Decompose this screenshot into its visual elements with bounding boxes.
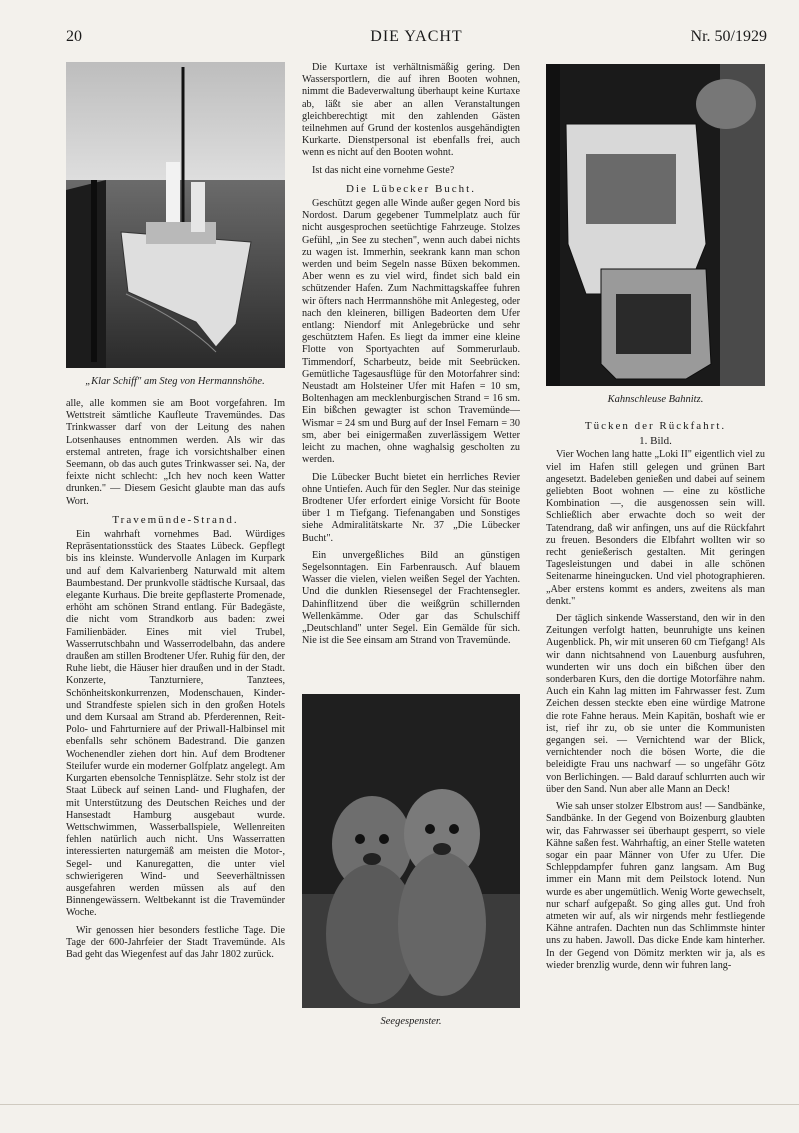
lock-photo-caption: Kahnschleuse Bahnitz. [607,394,704,405]
issue-number: Nr. 50/1929 [690,28,767,45]
col2-paragraph-2: Ist das nicht eine vornehme Geste? [312,164,455,176]
page-number: 20 [66,28,82,45]
boat-photo-caption: „Klar Schiff" am Steg von Hermannshöhe. [85,376,265,387]
col3-paragraph-3: Wie sah unser stolzer Elbstrom aus! — Sandbänke, Sandbänke. In der Gegend von Boizenburg glaubten wir, das Fahrwasser sei überhaupt gesperrt, so viele Kähne saßen fest. Wahrhaftig, an einer Stelle wateten sogar ein paar Männer von Ufer zu Ufer. Die Schleppdampfer fuhren ganz langsam. Am Bug immer ein Mann mit dem Peilstock lotend. Nun wurde es aber ungemütlich. Wenig Worte gewechselt, nur scharf aufgepaßt. So ging alles gut. Und froh atmeten wir auf, als wir nirgends mehr festliegende Kähne antrafen. Dachten nun das Schlimmste hinter uns zu haben. Jawoll. Das dicke Ende kam hinterher. In der Gegend von Dömitz merkten wir ja, als es wieder brenzlig wurde, denn wir fuhren lang- [546,801,765,971]
col3-paragraph-1: Vier Wochen lang hatte „Loki II" eigentlich viel zu viel im Hafen still gelegen und grünen Bart angesetzt. Badeleben genießen und dabei auf seinem geliebten Boot wohnen — eine zu köstliche Kombination —, die ausgenossen sein will. Schließlich aber erwachte doch so weit der Tatendrang, daß wir anfingen, uns auf die Rückfahrt zu freuen. Besonders die Elbfahrt wollten wir so recht genießerisch gestalten. Mit geringen Tagesleistungen und dabei in alle schönen Seitenarme hineingucken. Und viel photographieren. „Aber erstens kommt es anders, zweitens als man denkt." [546,449,765,607]
column-1 [66,398,285,1098]
col1-paragraph-3: Wir genossen hier besonders festliche Tage. Die Tage der 600-Jahrfeier der Stadt Travemünde. Als Bad geht das Wiegenfest auf das Jahr 1802 zurück. [66,924,285,960]
lock-illustration [546,64,765,386]
boat-photo [66,62,285,368]
dogs-photo-caption: Seegespenster. [380,1016,442,1027]
boat-illustration [66,62,285,368]
magazine-title: DIE YACHT [370,28,463,45]
col1-paragraph-1: alle, alle kommen sie am Boot vorgefahren. Im Wettstreit sämtliche Kaufleute Travemündes. Das Trinkwasser darf von der Leitung des nahen Lotsenhauses entnommen werden. Als wir das erstemal antreten, frage ich vorsichtshalber einen Seemann, ob das auch gutes Trinkwasser sei. Na, der feixte nicht schlecht: „Ich hev noch keen Watter drunken." — Diesem Gesicht glaubte man das aufs Wort. [66,398,285,507]
page-header [66,28,767,48]
col3-paragraph-2: Der täglich sinkende Wasserstand, den wir in den Zeitungen verfolgt hatten, beunruhigte uns keinen Augenblick. Ph, wir mit unseren 60 cm Tiefgang! Als wir dann nichtsahnend von Lauenburg ausfuhren, wunderten wir uns doch ein bißchen über den sonderbaren Kurs, den die dortige Motorfähre nahm. Auch ein Kahn lag mitten im Fahrwasser fest. Zum Zeichen dessen steckte eben eine würdige Matrone die rote Fahne heraus. Mein Kapitän, boshaft wie er ist, rief ihr zu, ob sie unter die Kommunisten gegangen sei. — Vernichtend war der Blick, vernichtender noch die bösen Worte, die die beleidigte Frau uns nachwarf — so ungefähr Götz von Berlichingen. — Bald darauf schlurrten auch wir über den Sand. Nun aber alle Mann an Deck! [546,613,765,795]
col2-paragraph-5: Ein unvergeßliches Bild an günstigen Segelsonntagen. Ein Farbenrausch. Auf blauem Wasser die vielen, vielen weißen Segel der Yachten. Und die dunklen Riesensegel der Frachtensegler. Dahinflitzend über die weißgrün schillernden Wellenkämme. Oder gar das Schulschiff „Deutschland" unter Segel. Ein Gemälde für sich. Nie ist die See einsam am Strand von Travemünde. [302,549,520,647]
col1-heading-travemuende-strand: Travemünde-Strand. [112,513,239,526]
col2-heading-luebecker-bucht: Die Lübecker Bucht. [346,182,476,195]
col1-paragraph-2: Ein wahrhaft vornehmes Bad. Würdiges Repräsentationsstück des Staates Lübeck. Gepflegt bis ins kleinste. Wundervolle Anlagen im Kurpark und auf dem Kalvarienberg Naturwald mit altem Baumbestand. Der prunkvolle städtische Kursaal, das elegante Kurhaus. Die breite gepflasterte Promenade, erhöht am schönen Strand entlang. Für Badegäste, die nicht vom Strandkorb aus baden: zwei Familienbäder. Eines mit viel Trubel, Wasserrutschbahn und Wasserrodelbahn, das andere draußen am stillen Brodtener Ufer. Ruhig für den, der Ruhe liebt, die Häuser hier draußen und in der Stadt. Konzerte, Tanzturniere, Tanztees, Schönheitskonkurrenzen, Modenschauen, Kinder- und Strandfeste spielen sich in den großen Hotels und dem Kursaal am Strand ab. Pferderennen, Reit-Polo- und Fahrturniere auf der Priwall-Halbinsel mit ebenfalls sehr schönem Badestrand. Die ganzen Wochenendler ziehen dort hin. Auf dem Brodtener Steilufer wurde ein moderner Golfplatz angelegt. Am Kurgarten ebensolche Tennisplätze. Sehr stolz ist der Staat Lübeck auf seinen Land- und Flughafen, der mit Unterstützung des Deutschen Reiches und der Hansestadt Hamburg ausgebaut wurde. Wettschwimmen, Wasserballspiele, Wellenreiten fehlen natürlich auch nicht. Uns Wasserratten interessierten naturgemäß am meisten die Motor-, Segel- und Kanuregatten, die unter viel schwierigeren Wind- und Seeverhältnissen ausgefahren werden müssen als auf den Binnengewässern. Weltbekannt ist die Travemünder Woche. [66,529,285,919]
col2-paragraph-1: Die Kurtaxe ist verhältnismäßig gering. Den Wassersportlern, die auf ihren Booten wohnen, nimmt die Badeverwaltung überhaupt keine Kurtaxe ab, läßt sie aber an allen Veranstaltungen gleichberechtigt mit den zahlenden Gästen teilnehmen auf Grund der kostenlos ausgehändigten Kurkarte. Dienstpersonal ist ebenfalls frei, auch wenn es nicht auf den Booten wohnt. [302,62,520,159]
column-3 [546,418,765,1098]
col2-paragraph-3: Geschützt gegen alle Winde außer gegen Nord bis Nordost. Darum gegebener Tummelplatz auch für nicht ausgesprochen seetüchtige Fahrzeuge. Stolzes Gefühl, „in See zu stechen", wenn auch dabei nichts zu wagen ist. Immerhin, seekrank kann man schon werden und beim Segeln nasse Büxen bekommen. Aber wenn es zu viel wird, findet sich bald ein schützender Hafen. Zum Nachmittagskaffee fuhren wir öfters nach Herrmannshöhe mit Anlegesteg, oder nach den kleineren, billigen Badeorten dem Ufer entlang: Niendorf mit Anlegebrücke und sehr geschütztem Hafen. Es liegt da immer eine kleine Flotte von Sportyachten auf Sommerurlaub. Timmendorf, Scharbeutz, beide mit Seebrücken. Gemütliche Tagesausflüge für den Motorfahrer sind: Neustadt am Holsteiner Ufer mit Hafen = 10 sm, Boltenhagen am mecklenburgischen Strand = 16 sm. Ein bißchen gewagter ist schon Travemünde—Wismar = 24 sm und Burg auf der Insel Femarn = 30 sm, aber bei einigermaßen zuverlässigem Wetter leicht zu machen, ohne waghalsig gescholten zu werden. [302,198,520,466]
col3-heading-tuecken: Tücken der Rückfahrt. [584,420,727,432]
col2-paragraph-4: Die Lübecker Bucht bietet ein herrliches Revier ohne Untiefen. Auch für den Segler. Nur das steinige Brodtener Ufer erfordert einige Vorsicht für Boote über 1 m Tiefgang. Tiefenangaben und Sonstiges siehe Admiralitätskarte Nr. 37 „Die Lübecker Bucht". [302,471,520,544]
column-2 [302,62,520,692]
dogs-illustration [302,694,520,1008]
dogs-photo [302,694,520,1008]
page-bottom-rule [0,1104,799,1105]
lock-photo [546,64,765,386]
col3-subheading: 1. Bild. [639,435,672,448]
